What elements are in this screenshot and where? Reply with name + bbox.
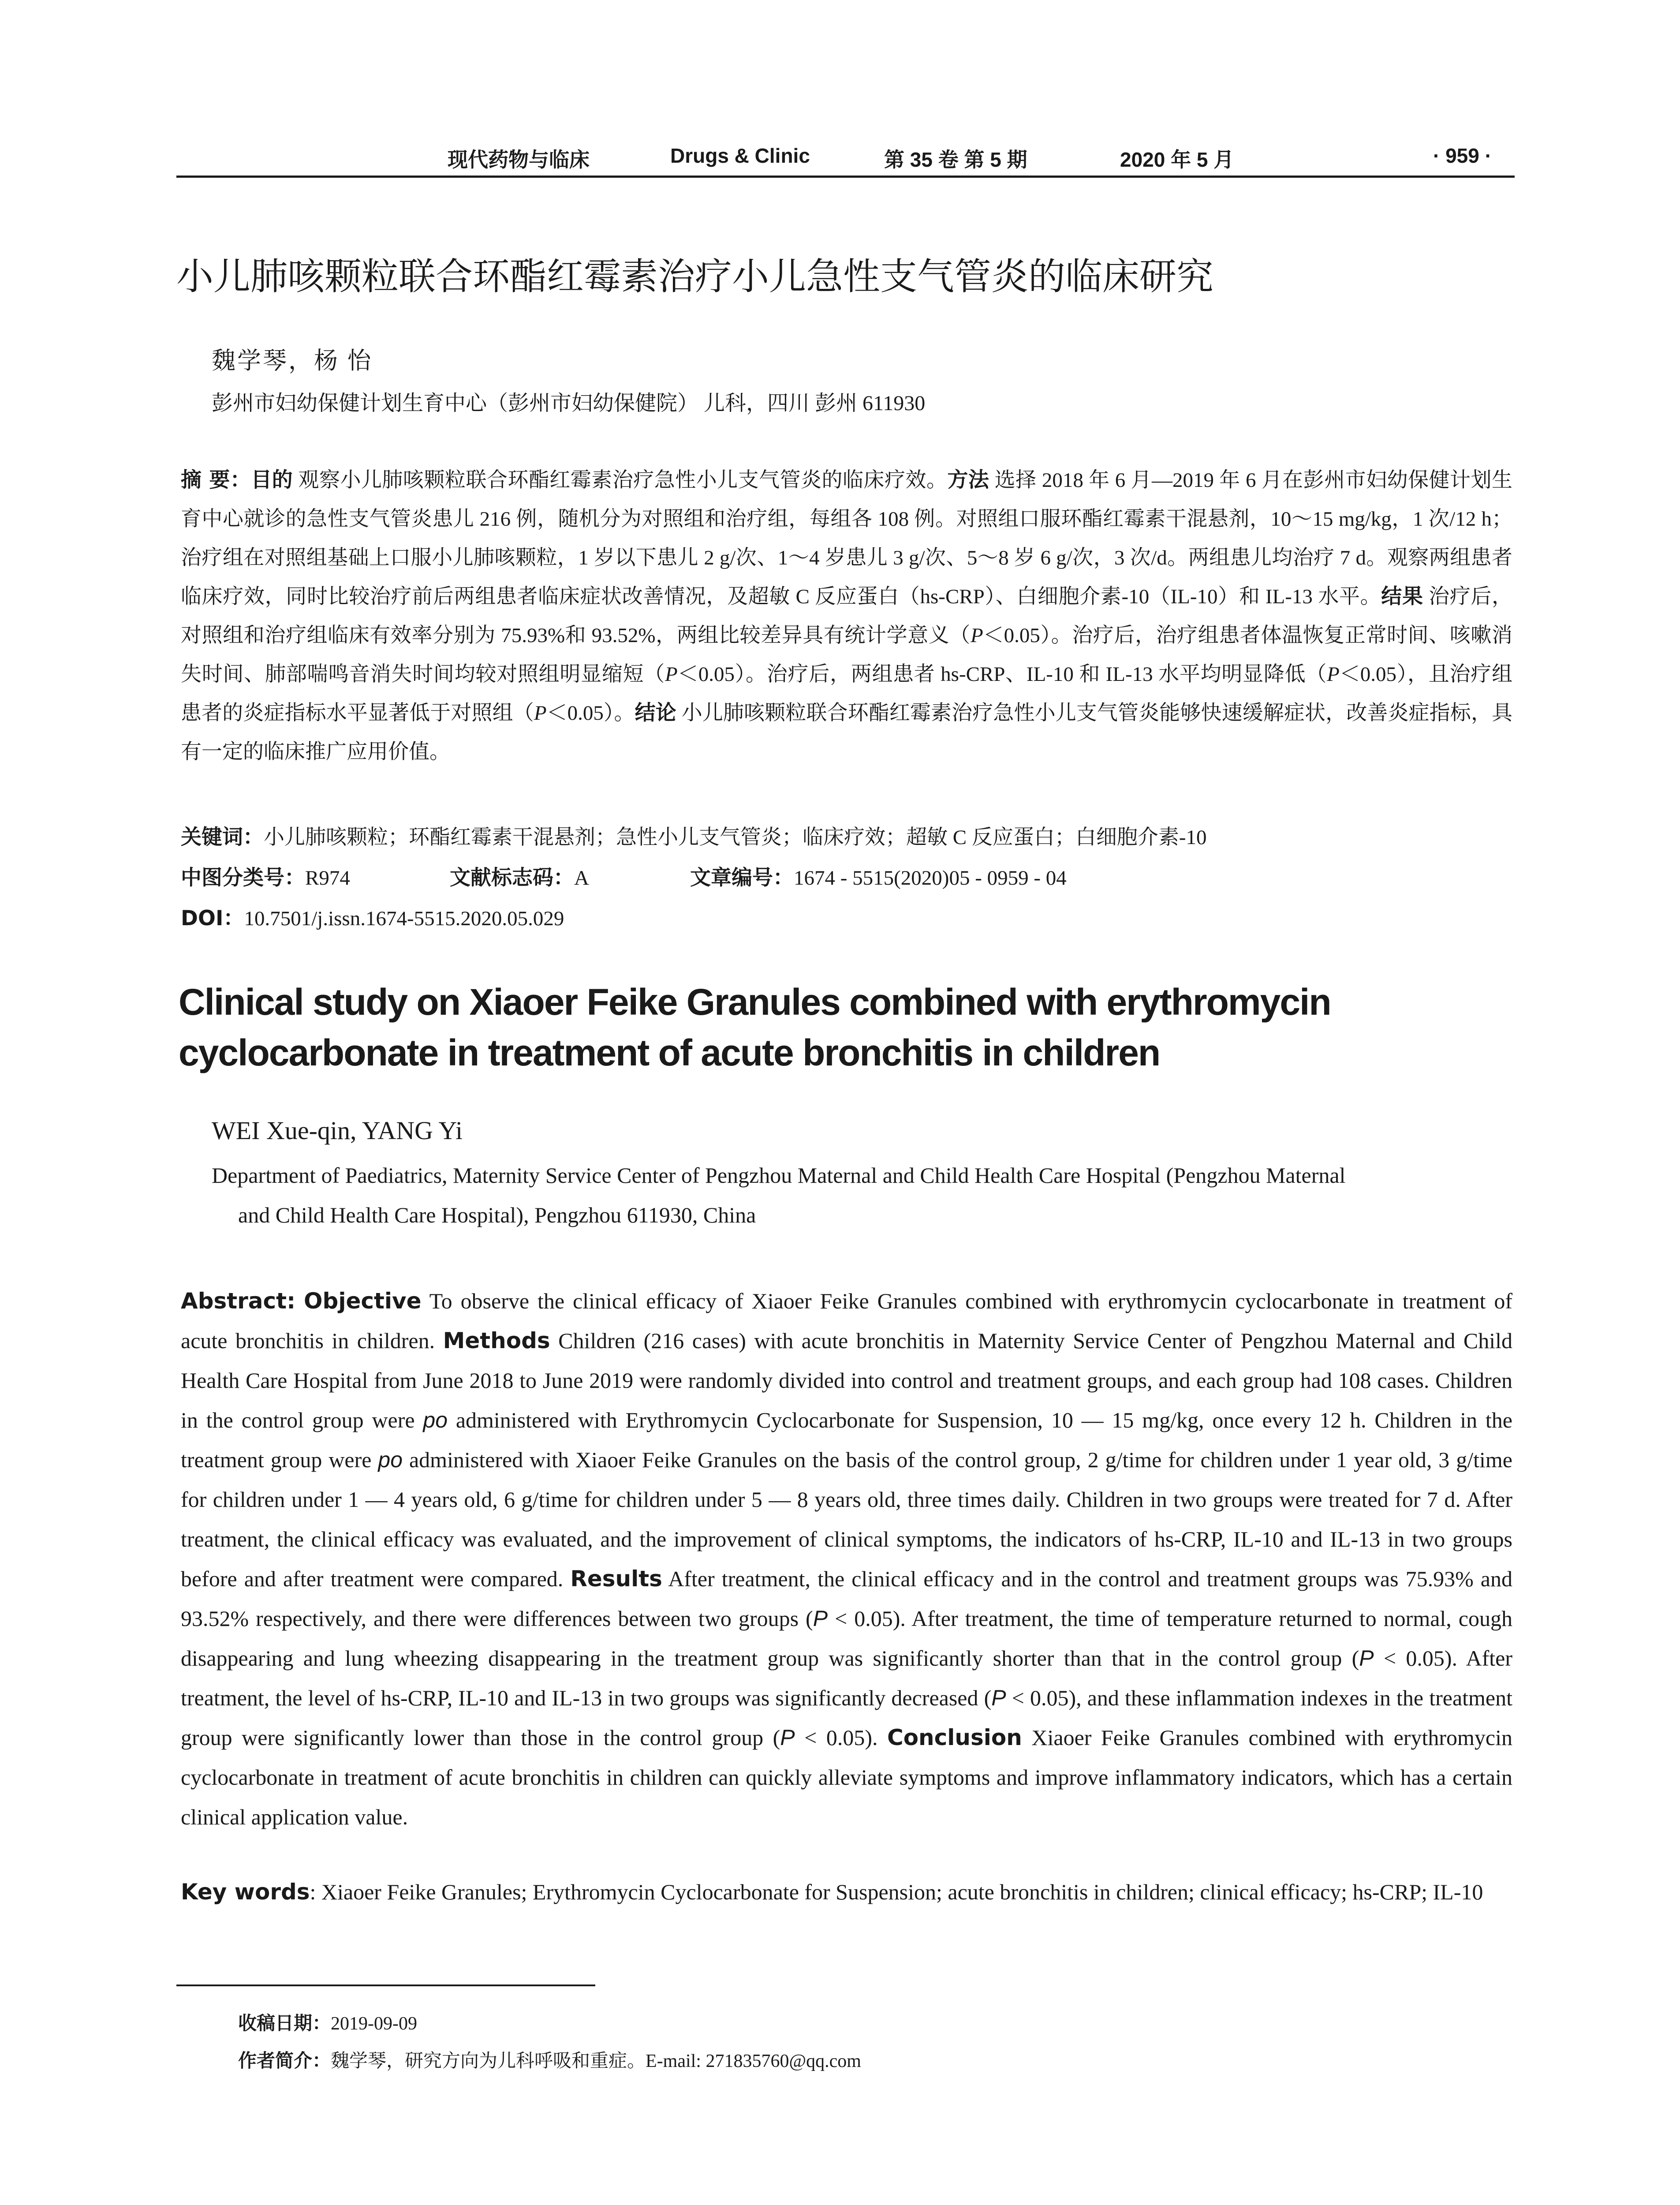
abstract-cn [181,461,1512,771]
methods-cn: 选择 2018 年 6 月—2019 年 6 月在彭州市妇幼保健计划生育中心就诊的急性支气管炎患儿 216 例，随机分为对照组和治疗组，每组各 108 例。对照组口服环酯红霉素干混悬剂，10～15 mg/kg，1 次/12 h；治疗组在对照组基础上口服小儿肺咳颗粒，1 岁以下患儿 2 g/次、1～4 岁患儿 3 g/次、5～8 岁 6 g/次，3 次/d。两组患儿均治疗 7 d。观察两组患者临床疗效，同时比较治疗前后两组患者临床症状改善情况，及超敏 C 反应蛋白（hs-CRP）、白细胞介素-10（IL-10）和 IL-13 水平。 [181,469,1512,608]
po-abbrev: po [423,1408,448,1432]
affiliation-cn: 彭州市妇幼保健计划生育中心（彭州市妇幼保健院） 儿科，四川 彭州 611930 [212,392,926,415]
title-en: Clinical study on Xiaoer Feike Granules combined with erythromycin cyclocarbonate in treatment of acute bronchitis in children [179,981,1331,1073]
affiliation-en-line-2: and Child Health Care Hospital), Pengzhou 611930, China [238,1203,756,1227]
issue-date: 2020 年 5 月 [1120,148,1234,171]
received-value: 2019-09-09 [331,2014,417,2034]
doi-value[interactable]: 10.7501/j.issn.1674-5515.2020.05.029 [244,907,564,930]
p-value-symbol: P [1327,663,1340,686]
results-cn-2: ＜0.05）。治疗后，治疗组患者体温恢复正常时间、咳嗽消失时间、肺部喘鸣音消失时间均较对照组明显缩短（ [181,624,1512,686]
doi-line [181,899,1512,938]
header-rule [176,176,1515,178]
results-en-5: < 0.05). [795,1725,887,1750]
author-bio-note [238,2046,861,2073]
doc-code-value: A [574,867,589,889]
objective-en: To observe the clinical efficacy of Xiaoer Feike Granules combined with erythromycin cyclocarbonate in treatment of acute bronchitis in children. [181,1289,1512,1353]
p-value-symbol: P [780,1725,795,1750]
article-no-label: 文章编号： [690,866,794,890]
affiliation-en [212,1155,1512,1235]
p-value-symbol: P [534,702,547,725]
keywords-en-text: : Xiaoer Feike Granules; Erythromycin Cyclocarbonate for Suspension; acute bronchitis in children; clinical efficacy; hs-CRP; IL-10 [310,1880,1483,1904]
objective-cn: 观察小儿肺咳颗粒联合环酯红霉素治疗急性小儿支气管炎的临床疗效。 [293,469,948,492]
methods-en-2: administered with Erythromycin Cyclocarbonate for Suspension, 10 — 15 mg/kg, once every 12 h. Children in the treatment group were [181,1408,1512,1472]
p-value-symbol: P [970,624,983,647]
volume-issue: 第 35 卷 第 5 期 [884,148,1027,171]
methods-en-1: Children (216 cases) with acute bronchitis in Maternity Service Center of Pengzhou Maternal and Child Health Care Hospital from June 2018 to June 2019 were randomly divided into control and treatment groups, and each group had 108 cases. Children in the control group were [181,1328,1512,1432]
authors-en: WEI Xue-qin, YANG Yi [212,1116,463,1145]
results-en-3: < 0.05). After treatment, the level of hs-CRP, IL-10 and IL-13 in two groups was significantly decreased ( [181,1646,1512,1710]
received-date-note [238,2009,417,2035]
classification-line [181,859,1512,897]
keywords-en-label: Key words [181,1879,310,1905]
results-cn-1: 治疗后，对照组和治疗组临床有效率分别为 75.93%和 93.52%，两组比较差异具有统计学意义（ [181,585,1513,647]
methods-en-3: administered with Xiaoer Feike Granules on the basis of the control group, 2 g/time for children under 1 year old, 3 g/time for children under 1 — 4 years old, 6 g/time for children under 5 — 8 years old, three times daily. Children in two groups were treated for 7 d. After treatment, the clinical efficacy was evaluated, and the improvement of clinical symptoms, the indicators of hs-CRP, IL-10 and IL-13 in two groups before and after treatment were compared. [181,1447,1512,1591]
journal-name-cn: 现代药物与临床 [448,149,590,171]
objective-en-label: Objective [304,1288,422,1314]
clc-label: 中图分类号： [181,866,305,890]
bio-value: 魏学琴，研究方向为儿科呼吸和重症。E-mail: 271835760@qq.com [331,2051,861,2071]
keywords-en [181,1872,1512,1912]
keywords-cn [181,818,1512,857]
received-label: 收稿日期： [238,2012,331,2034]
methods-en-label: Methods [443,1328,550,1353]
results-cn-5: ＜0.05）。 [546,702,635,725]
abstract-en [181,1281,1512,1837]
conclusion-en: Xiaoer Feike Granules combined with erythromycin cyclocarbonate in treatment of acute bronchitis in children can quickly alleviate symptoms and improve inflammatory indicators, which has a certain clinical application value. [181,1725,1512,1829]
p-value-symbol: P [665,663,678,686]
article-no-value: 1674 - 5515(2020)05 - 0959 - 04 [794,867,1067,889]
keywords-cn-label: 关键词： [181,825,264,849]
footnote-rule [176,1984,595,1986]
p-value-symbol: P [1359,1646,1374,1671]
p-value-symbol: P [813,1606,828,1631]
bio-label: 作者简介： [238,2050,331,2071]
title-cn: 小儿肺咳颗粒联合环酯红霉素治疗小儿急性支气管炎的临床研究 [176,255,1214,298]
results-en-2: < 0.05). After treatment, the time of temperature returned to normal, cough disappearing and lung wheezing disappearing in the treatment group was significantly shorter than that in the control group ( [181,1606,1512,1671]
results-cn-3: ＜0.05）。治疗后，两组患者 hs-CRP、IL-10 和 IL-13 水平均明显降低（ [677,663,1327,686]
results-cn-4: ＜0.05），且治疗组患者的炎症指标水平显著低于对照组（ [181,663,1513,725]
conclusion-cn-label: 结论 [635,701,676,725]
conclusion-en-label: Conclusion [887,1725,1022,1750]
doi-label: DOI： [181,906,244,931]
results-en-1: After treatment, the clinical efficacy and in the control and treatment groups was 75.93% and 93.52% respectively, and there were differences between two groups ( [181,1566,1512,1631]
p-value-symbol: P [991,1686,1006,1710]
clc-value: R974 [305,867,350,889]
authors-cn: 魏学琴，杨 怡 [212,348,373,374]
running-header [176,140,1515,176]
po-abbrev: po [378,1447,403,1472]
keywords-cn-text: 小儿肺咳颗粒；环酯红霉素干混悬剂；急性小儿支气管炎；临床疗效；超敏 C 反应蛋白；白细胞介素-10 [264,826,1207,849]
results-en-label: Results [570,1566,662,1592]
methods-cn-label: 方法 [947,468,989,492]
doc-code-label: 文献标志码： [450,866,574,890]
abstract-cn-label: 摘 要： [181,468,251,492]
affiliation-en-line-1: Department of Paediatrics, Maternity Service Center of Pengzhou Maternal and Child Health Care Hospital (Pengzhou Maternal [212,1163,1346,1188]
journal-name-en: Drugs & Clinic [670,144,810,167]
objective-cn-label: 目的 [251,468,293,492]
results-cn-label: 结果 [1381,584,1423,609]
page-number: · 959 · [1433,144,1492,167]
conclusion-cn: 小儿肺咳颗粒联合环酯红霉素治疗急性小儿支气管炎能够快速缓解症状，改善炎症指标，具有一定的临床推广应用价值。 [181,702,1512,763]
abstract-en-label: Abstract: [181,1288,296,1314]
results-en-4: < 0.05), and these inflammation indexes in the treatment group were significantly lower than those in the control group ( [181,1686,1512,1750]
